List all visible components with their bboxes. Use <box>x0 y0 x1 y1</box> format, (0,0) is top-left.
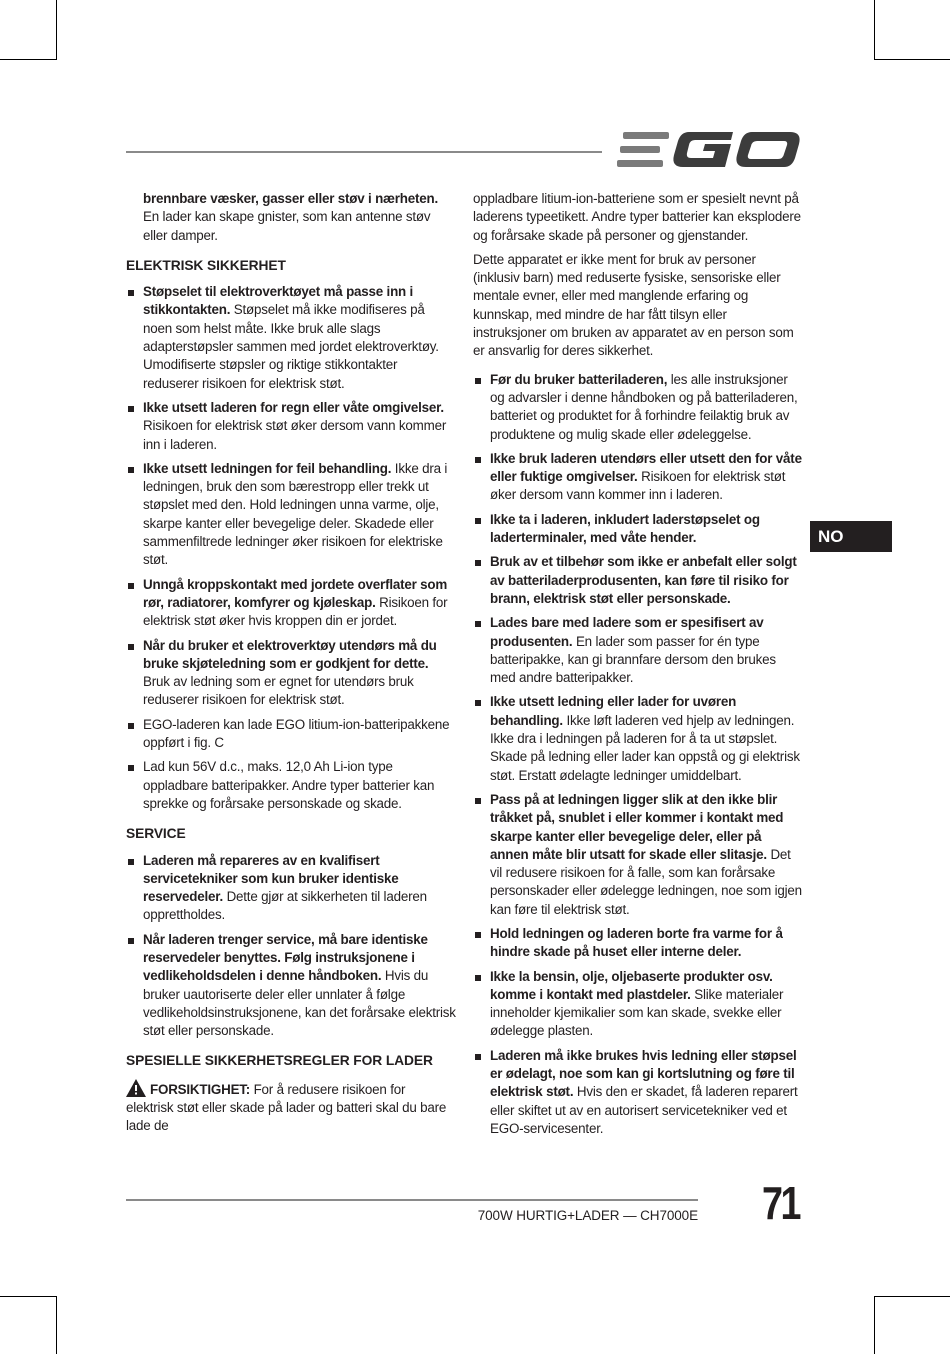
charger-rules-list <box>473 371 803 1139</box>
item-text: En lader som passer for én type batteripakke, kan gi brannfare dersom den brukes med andre batteripakker. <box>490 633 776 686</box>
list-item <box>126 576 456 631</box>
special-rules-heading: SPESIELLE SIKKERHETSREGLER FOR LADER <box>126 1053 433 1069</box>
item-text: Risikoen for elektrisk støt øker hvis kroppen din er jordet. <box>143 594 448 629</box>
crop-mark <box>874 1296 875 1354</box>
item-text: Risikoen for elektrisk støt øker dersom vann kommer inn i laderen. <box>490 469 786 503</box>
caution-paragraph <box>126 1079 456 1136</box>
list-item <box>126 399 456 454</box>
footer-product: 700W HURTIG+LADER — CH7000E <box>477 1208 698 1223</box>
list-item <box>126 852 456 925</box>
item-bold: Støpselet til elektroverktøyet må passe inn i stikkontakten. <box>143 284 414 318</box>
intro-bold: brennbare væsker, gasser eller støv i nærheten. <box>143 191 439 206</box>
list-item <box>473 1047 803 1138</box>
list-item <box>126 637 456 710</box>
item-bold: Ikke utsett ledningen for feil behandling. <box>143 460 392 476</box>
list-item <box>473 925 803 962</box>
list-item <box>126 283 456 393</box>
item-text: Slike materialer inneholder kjemikalier som kan skade, svekke eller ødelegge plasten. <box>490 986 784 1039</box>
item-text: Lad kun 56V d.c., maks. 12,0 Ah Li-ion type oppladbare batteripakker. Andre typer batterier kan sprekke og forårsake personskade og skade. <box>143 759 435 811</box>
item-bold: Bruk av et tilbehør som ikke er anbefalt eller solgt av batteriladerprodusenten, kan føre til risiko for brann, elektrisk støt eller personskade. <box>490 554 797 606</box>
list-item <box>473 450 803 505</box>
item-bold: Ikke la bensin, olje, oljebaserte produkter osv. komme i kontakt med plastdeler. <box>490 968 773 1002</box>
battery-paragraph: oppladbare litium-ion-batteriene som er spesielt nevnt på laderens typeetikett. Andre typer batterier kan eksplodere og forårsake skade på personer og gjenstander. <box>473 191 801 243</box>
item-text: Hvis den er skadet, få laderen reparert eller skiftet ut av en autorisert servicetekniker ved et EGO-servicesenter. <box>490 1084 798 1136</box>
warning-triangle-icon <box>126 1079 146 1097</box>
item-bold: Pass på at ledningen ligger slik at den ikke blir tråkket på, snublet i eller kommer i kontakt med skarpe kanter eller bevegelige deler, eller på annen måte blir utsatt for skade eller slitasje. <box>490 791 784 862</box>
caution-label: FORSIKTIGHET: <box>150 1081 251 1097</box>
item-text: Dette gjør at sikkerheten til laderen opprettholdes. <box>143 889 427 923</box>
list-item <box>473 511 803 548</box>
item-text: Ikke løft laderen ved hjelp av ledningen. Ikke dra i ledningen på laderen for å ta ut støpslet. Skade på ledning eller lader kan oppstå og gi elektrisk støt. Erstatt ødelagte ledninger umiddelbart. <box>490 712 800 783</box>
service-heading: SERVICE <box>126 826 186 842</box>
crop-mark <box>874 0 875 60</box>
right-column <box>473 190 803 1144</box>
item-bold: Når laderen trenger service, må bare identiske reservedeler benyttes. Følg instruksjonene i vedlikeholdsdelen i denne håndboken. <box>143 931 428 984</box>
item-bold: Laderen må ikke brukes hvis ledning eller støpsel er ødelagt, noe som kan gi kortslutning og føre til elektrisk støt. <box>490 1047 797 1100</box>
crop-mark <box>56 0 57 60</box>
footer-rule <box>126 1199 698 1201</box>
electrical-heading: ELEKTRISK SIKKERHET <box>126 257 286 273</box>
item-text: Det vil redusere risikoen for å falle, som kan forårsake personskader eller ødelegge ledningen, noe som igjen kan føre til elektrisk støt. <box>490 846 802 917</box>
item-bold: Ikke ta i laderen, inkludert laderstøpselet og laderterminaler, med våte hender. <box>490 511 760 546</box>
crop-mark <box>0 59 57 60</box>
crop-mark <box>874 1296 950 1297</box>
item-bold: Lades bare med ladere som er spesifisert av produsenten. <box>490 615 764 649</box>
list-item <box>473 968 803 1041</box>
item-bold: Unngå kroppskontakt med jordete overflater som rør, radiatorer, komfyrer og kjøleskap. <box>143 576 448 610</box>
item-text: les alle instruksjoner og advarsler i denne håndboken og på batteriladeren, batteriet og produktet for å forhindre feilaktig bruk av produktene og mulig skade eller ødeleggelse. <box>490 371 798 442</box>
crop-mark <box>0 1296 57 1297</box>
item-bold: Laderen må repareres av en kvalifisert servicetekniker som kun bruker identiske reservedeler. <box>143 852 399 905</box>
crop-mark <box>874 59 950 60</box>
item-bold: Ikke bruk laderen utendørs eller utsett den for våte eller fuktige omgivelser. <box>490 450 802 485</box>
service-list <box>126 852 456 1041</box>
list-item <box>473 693 803 784</box>
intro-paragraph <box>126 190 456 245</box>
language-tab: NO <box>810 521 892 552</box>
list-item <box>473 791 803 919</box>
item-bold: Hold ledningen og laderen borte fra varme for å hindre skade på huset eller interne deler. <box>490 925 783 960</box>
intro-text: En lader kan skape gnister, som kan antenne støv eller damper. <box>143 209 431 243</box>
electrical-list <box>126 283 456 813</box>
item-text: Risikoen for elektrisk støt øker dersom vann kommer inn i laderen. <box>143 418 447 452</box>
page-number: 71 <box>762 1177 800 1229</box>
item-bold: Når du bruker et elektroverktøy utendørs må du bruke skjøteledning som er godkjent for dette. <box>143 637 437 671</box>
list-item <box>126 460 456 570</box>
item-text: Hvis du bruker uautoriserte deler eller unnlater å følge vedlikeholdsinstruksjonene, kan det forårsake elektrisk støt eller personskade. <box>143 968 456 1039</box>
supervision-paragraph: Dette apparatet er ikke ment for bruk av personer (inklusiv barn) med reduserte fysiske, sensoriske eller mentale evner, eller med manglende erfaring og kunnskap, med mindre de har fått tilsyn eller instruksjoner om bruken av apparatet av en person som er ansvarlig for deres sikkerhet. <box>473 251 794 359</box>
item-text: Bruk av ledning som er egnet for utendørs bruk reduserer risikoen for elektrisk støt. <box>143 674 414 708</box>
item-bold: Ikke utsett laderen for regn eller våte omgivelser. <box>143 399 444 415</box>
item-bold: Ikke utsett ledning eller lader for uvøren behandling. <box>490 694 737 728</box>
crop-mark <box>56 1296 57 1354</box>
caution-text: For å redusere risikoen for elektrisk støt eller skade på lader og batteri skal du bare lade de <box>126 1081 447 1134</box>
list-item <box>126 758 456 813</box>
header-rule <box>126 151 602 153</box>
list-item <box>473 371 803 444</box>
list-item <box>126 716 456 753</box>
list-item <box>126 931 456 1041</box>
item-bold: Før du bruker batteriladeren, <box>490 371 668 387</box>
list-item <box>473 553 803 608</box>
item-text: EGO-laderen kan lade EGO litium-ion-batteripakkene oppført i fig. C <box>143 716 450 751</box>
list-item <box>473 614 803 687</box>
item-text: Støpselet må ikke modifiseres på noen som helst måte. Ikke bruk alle slags adapterstøpsler sammen med jordet elektroverktøy. Umodifiserte støpsler og riktige stikkontakter reduserer risikoen for elektrisk støt. <box>143 302 439 391</box>
left-column <box>126 190 456 1142</box>
ego-logo <box>617 128 801 172</box>
item-text: Ikke dra i ledningen, bruk den som bærestropp eller trekk ut støpslet med den. Hold ledningen unna varme, olje, skarpe kanter eller bevegelige deler. Skadede eller sammenfiltrede ledninger øker risikoen for elektriske støt. <box>143 460 448 568</box>
